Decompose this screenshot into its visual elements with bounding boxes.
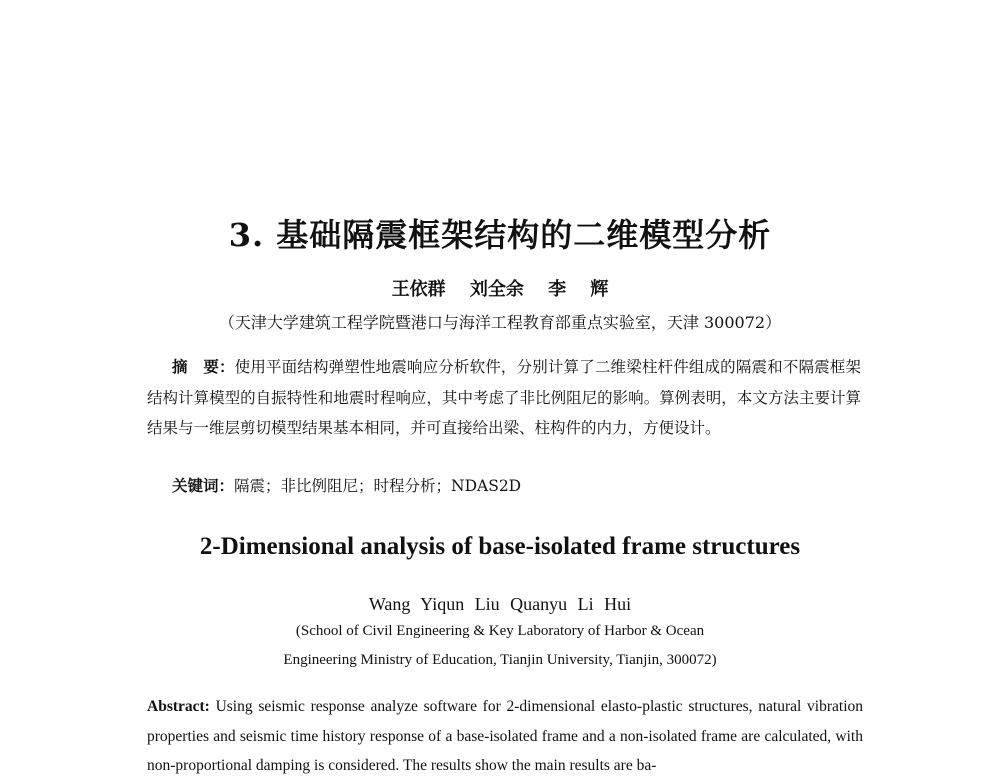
english-authors: Wang Yiqun Liu Quanyu Li Hui [368,594,632,614]
english-abstract [147,692,863,781]
paper-title: 3. 基础隔震框架结构的二维模型分析 [228,216,772,254]
keywords-text: 隔震；非比例阻尼；时程分析；NDAS2D [234,477,522,495]
keywords-label: 关键词： [172,476,235,495]
english-affiliation-line1: (School of Civil Engineering & Key Laboratory of Harbor & Ocean [295,623,705,639]
keywords [172,474,521,496]
english-title: 2-Dimensional analysis of base-isolated frame structures [199,533,801,560]
chinese-abstract [147,352,861,444]
english-abstract-text: Using seismic response analyze software for 2-dimensional elasto-plastic structures, natural vibration properties and seismic time history response of a base-isolated frame and a non-isolated frame are calculated, with non-proportional damping is considered. The results show the main results are ba- [147,698,863,774]
abstract-text: 使用平面结构弹塑性地震响应分析软件，分别计算了二维梁柱杆件组成的隔震和不隔震框架结构计算模型的自振特性和地震时程响应，其中考虑了非比例阻尼的影响。算例表明，本文方法主要计算结果与一维层剪切模型结果基本相同，并可直接给出梁、柱构件的内力，方便设计。 [147,358,861,437]
affiliation: （天津大学建筑工程学院暨港口与海洋工程教育部重点实验室，天津 300072） [218,313,782,332]
abstract-label: 摘 要： [172,357,235,376]
english-abstract-label: Abstract: [147,698,210,715]
english-affiliation-line2: Engineering Ministry of Education, Tianjin University, Tianjin, 300072) [283,652,717,668]
authors: 王依群 刘全余 李 辉 [391,279,609,300]
